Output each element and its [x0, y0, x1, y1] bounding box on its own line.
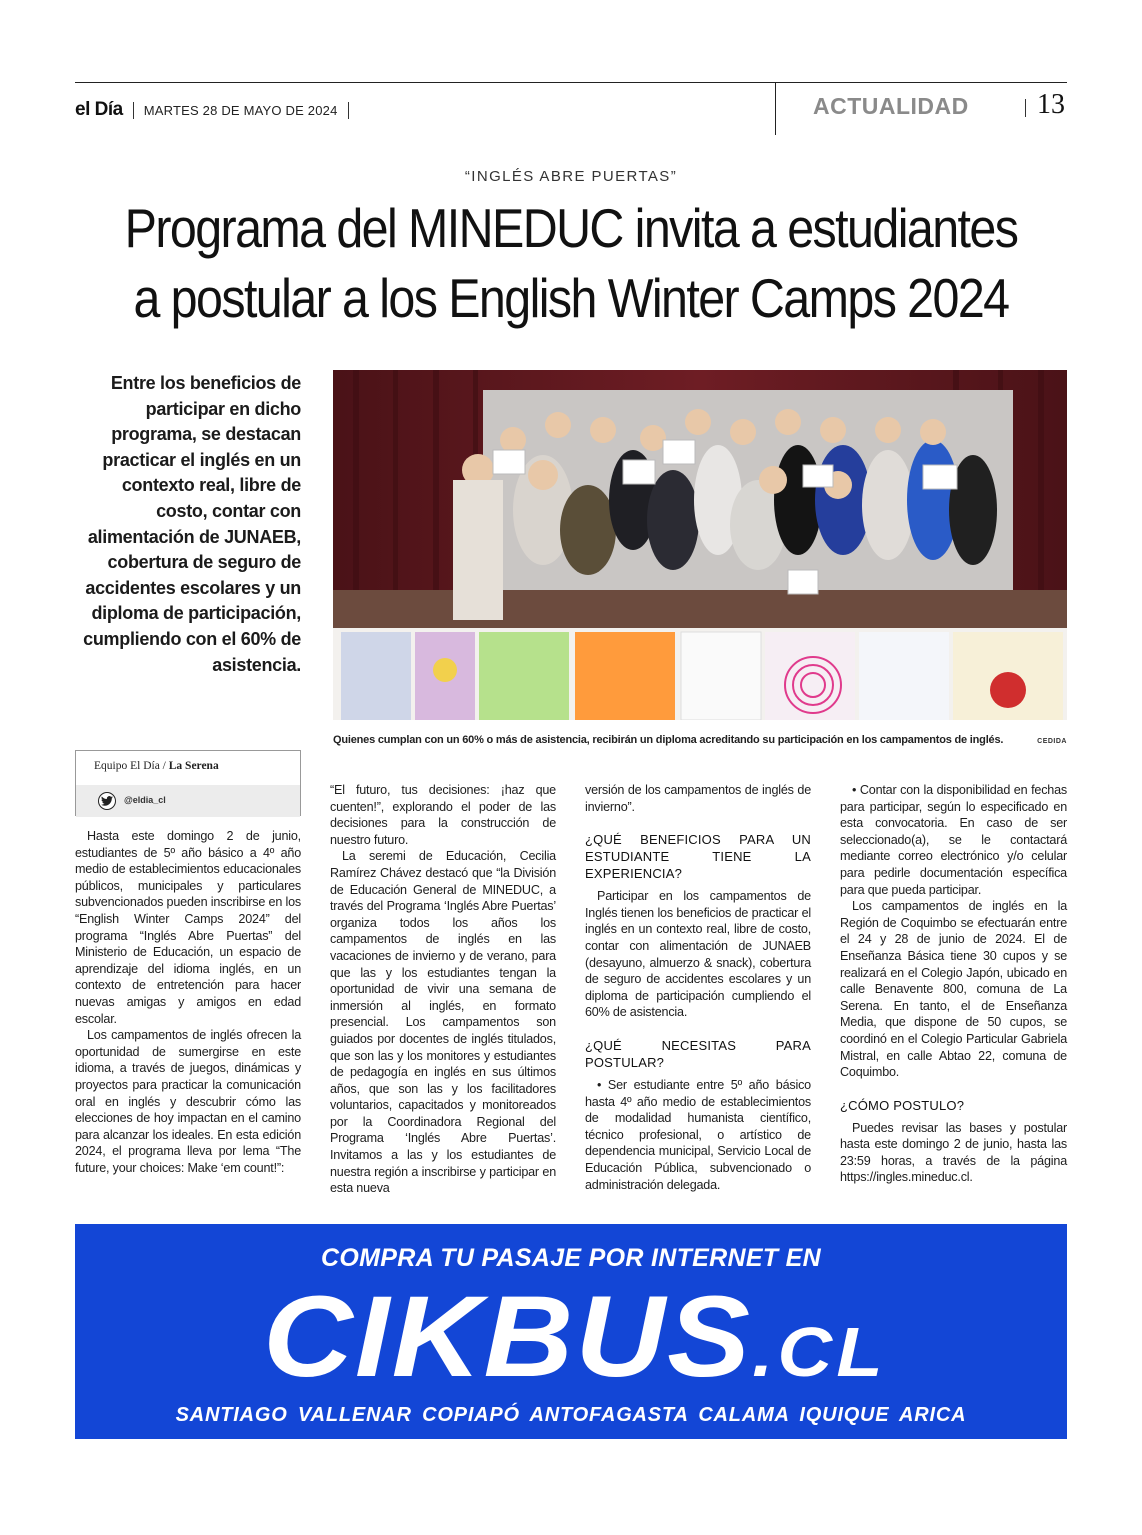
- divider: [775, 83, 776, 135]
- bird-glyph: [101, 796, 113, 806]
- article-column-4: [840, 782, 1067, 1186]
- page-header: [75, 82, 1067, 134]
- brand-suffix: .CL: [752, 1313, 887, 1391]
- article-lead: Entre los beneficios de participar en dicho programa, se destacan practicar el inglés en un contexto real, libre de costo, contar con alimentación de JUNAEB, cobertura de seguro de accidentes escolares y un diploma de participación, cumpliendo con el 60% de asistencia.: [83, 373, 301, 675]
- article-kicker: “INGLÉS ABRE PUERTAS”: [464, 168, 678, 185]
- twitter-handle[interactable]: @eldia_cl: [124, 795, 166, 805]
- ad-brand-logo: [100, 1272, 1050, 1417]
- subheading: ¿QUÉ BENEFICIOS PARA UN ESTUDIANTE TIENE LA EXPERIENCIA?: [585, 832, 811, 882]
- divider: [348, 102, 349, 119]
- ad-tagline: COMPRA TU PASAJE POR INTERNET EN: [321, 1244, 821, 1272]
- issue-date: MARTES 28 DE MAYO DE 2024: [143, 102, 338, 118]
- article-headline: Programa del MINEDUC invita a estudiantes a postular a los English Winter Camps 2024: [124, 197, 1018, 329]
- paragraph: La seremi de Educación, Cecilia Ramírez Chávez destacó que “la División de Educación General de MINEDUC, a través del Programa ‘Inglés Abre Puertas’ organiza todos los años los campamentos de inglés en las vacaciones de invierno y de verano, para que las y los estudiantes tengan la oportunidad de vivir una semana de inmersión al inglés, en formato presencial. Los campamentos son guiados por docentes de inglés titulados, que son las y los monitores y estudiantes de pedagogía en inglés en sus últimos años, que son las y los facilitadores voluntarios, capacitados y monitoreados por la Coordinadora Regional del Programa ‘Inglés Abre Puertas’. Invitamos a las y los estudiantes de nuestra región a inscribirse y participar en esta nueva: [330, 849, 556, 1196]
- paragraph: • Ser estudiante entre 5º año básico hasta 4º año medio de establecimientos de modalidad humanista científico, técnico profesional, o artístico de dependencia municipal, Servicio Local de Educación Pública, subvencionado o administración delegada.: [585, 1077, 811, 1192]
- twitter-bar[interactable]: [76, 785, 300, 817]
- paragraph: “El futuro, tus decisiones: ¡haz que cuenten!”, explorando el poder de las decisiones para la construcción de nuestro futuro.: [330, 783, 556, 847]
- author-name: Equipo El Día: [94, 760, 160, 772]
- article-column-1: [75, 828, 301, 1176]
- subheading: ¿QUÉ NECESITAS PARA POSTULAR?: [585, 1037, 811, 1070]
- divider: [1025, 99, 1026, 117]
- twitter-icon: [98, 792, 116, 810]
- section-name: ACTUALIDAD: [813, 93, 969, 119]
- article-column-2: [330, 782, 556, 1197]
- photo-caption: Quienes cumplan con un 60% o más de asistencia, recibirán un diploma acreditando su participación en los campamentos de inglés.: [333, 734, 1004, 746]
- article-photo[interactable]: [333, 370, 1067, 720]
- paragraph: Puedes revisar las bases y postular hasta este domingo 2 de junio, hasta las 23:59 horas, a través de la página https://ingles.mineduc.cl.: [840, 1120, 1067, 1185]
- article-column-3: [585, 782, 811, 1193]
- paragraph: Los campamentos de inglés en la Región de Coquimbo se efectuarán entre el 24 y 28 de junio de 2024. El de Enseñanza Básica tiene 30 cupos y se realizará en el Colegio Japón, ubicado en calle Benavente 800, comuna de La Serena. En tanto, el de Enseñanza Media, que dispone de 50 cupos, se coordinó en el Colegio Particular Gabriela Mistral, en calle Abtao 22, comuna de Coquimbo.: [840, 899, 1067, 1080]
- subheading: ¿CÓMO POSTULO?: [840, 1097, 965, 1113]
- divider: [133, 102, 134, 119]
- cikbus-advertisement[interactable]: [75, 1224, 1067, 1439]
- paragraph: versión de los campamentos de inglés de invierno”.: [585, 783, 811, 814]
- masthead: [75, 97, 359, 123]
- photo-credit: CEDIDA: [1037, 738, 1067, 745]
- brand-name: CIKBUS: [263, 1273, 753, 1401]
- author-location: La Serena: [168, 760, 219, 772]
- author-box: [75, 750, 301, 816]
- paragraph: Participar en los campamentos de Inglés tienen los beneficios de practicar el inglés en un contexto real, libre de costo, contar con alimentación de JUNAEB (desayuno, almuerzo & snack), cobertura de seguro de accidentes escolares y un diploma de participación cumpliendo el 60% de asistencia.: [585, 889, 811, 1020]
- ad-destinations: SANTIAGO VALLENAR COPIAPÓ ANTOFAGASTA CALAMA IQUIQUE ARICA: [175, 1404, 967, 1426]
- paragraph: • Contar con la disponibilidad en fechas para participar, según lo especificado en esta convocatoria. En caso de ser seleccionado(a), se le contactará mediante correo electrónico y/o celular para pedirle documentación específica para que pueda participar.: [840, 783, 1067, 897]
- paragraph: Los campamentos de inglés ofrecen la oportunidad de sumergirse en este idioma, a través de juegos, dinámicas y proyectos para practicar la comunicación oral en inglés y descubrir cómo las elecciones de hoy impactan en el camino para alcanzar los ideales. En esta edición 2024, el programa lleva por lema “The future, your choices: Make ‘em count!”:: [75, 1028, 301, 1175]
- page-number: 13: [1037, 89, 1065, 120]
- group-photo-illustration: [333, 370, 1067, 720]
- newspaper-logo[interactable]: el Día: [75, 99, 123, 120]
- author-byline: Equipo El Día / La Serena: [94, 760, 219, 772]
- paragraph: Hasta este domingo 2 de junio, estudiantes de 5º año básico a 4º año medio de establecimientos educacionales públicos, municipales y particulares subvencionados pueden inscribirse en los “English Winter Camps 2024” del programa “Inglés Abre Puertas” del Ministerio de Educación, un espacio de aprendizaje del idioma inglés, en un contexto de entretención para hacer nuevas amigas y amigos en edad escolar.: [75, 829, 301, 1026]
